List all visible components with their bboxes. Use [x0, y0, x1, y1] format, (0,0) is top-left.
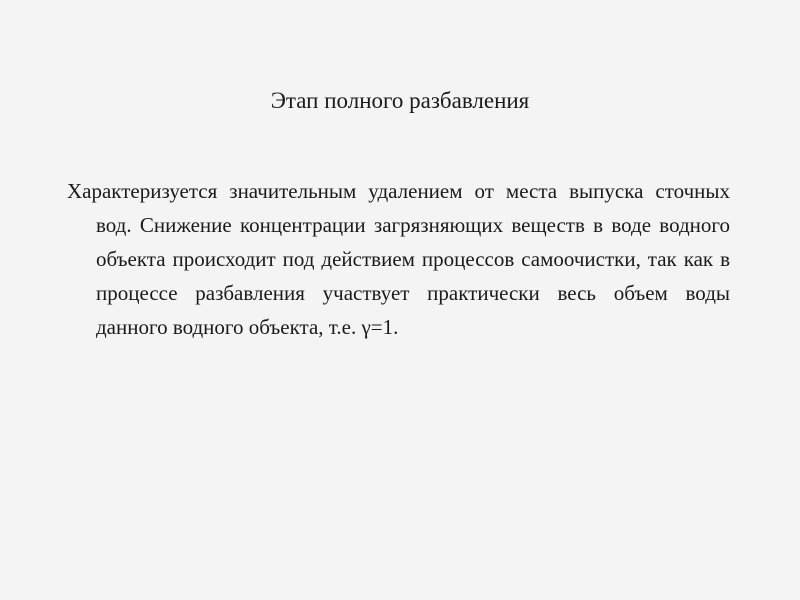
slide-title: Этап полного разбавления	[270, 88, 530, 113]
slide-body-text: Характеризуется значительным удалением от места выпуска сточных вод. Снижение концентрации загрязняющих веществ в воде водного объекта происходит под действием процессов самоочистки, так как в процессе разбавления участвует практически весь объем воды данного водного объекта, т.е. γ=1.	[67, 179, 730, 339]
